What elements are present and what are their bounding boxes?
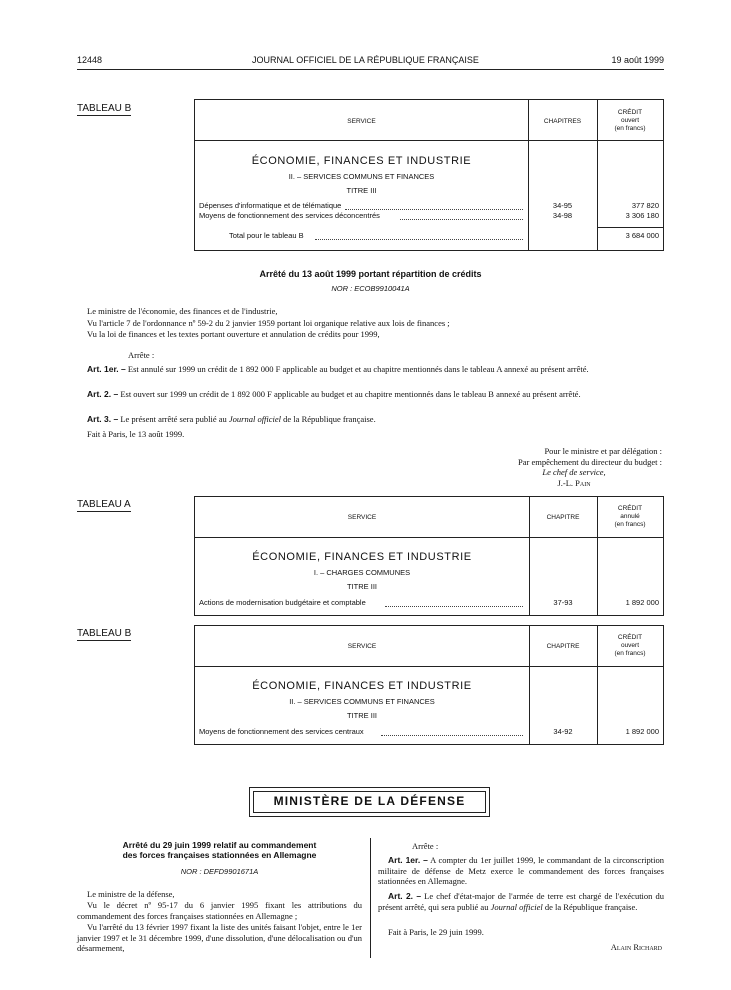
arrete1-fait: Fait à Paris, le 13 août 1999. [87,429,185,439]
table-b1-row-2-label: Moyens de fonctionnement des services déconcentrés [199,211,380,220]
arrete1-p2: Vu l'article 7 de l'ordonnance nº 59-2 du 2 janvier 1959 portant loi organique relative aux lois de finances ; [87,318,450,328]
table-b2-section: II. – SERVICES COMMUNS ET FINANCES [289,697,435,706]
table-b1-row-2-chapitre: 34-98 [552,211,573,220]
arrete2-fait: Fait à Paris, le 29 juin 1999. [388,927,484,937]
table-b1-section: II. – SERVICES COMMUNS ET FINANCES [288,172,435,181]
table-b2-col-service: SERVICE [347,643,377,650]
table-a-col-service: SERVICE [347,514,377,521]
table-b1-titre: TITRE III [346,186,377,195]
table-a-row-credit: 1 892 000 [625,598,659,607]
table-b1-row-1-credit: 377 820 [631,201,659,210]
page-number: 12448 [77,55,103,65]
table-b2 [194,625,664,745]
arrete1-title: Arrêté du 13 août 1999 portant répartition de crédits [259,269,482,279]
table-a-col-chapitre: CHAPITRE [546,514,580,521]
ministere-box [249,787,490,817]
table-b2-col-credit: CRÉDIT ouvert (en francs) [614,634,646,657]
ministere-title: MINISTÈRE DE LA DÉFENSE [253,791,486,813]
table-a [194,496,664,616]
table-b2-row-chapitre: 34-92 [553,727,573,736]
table-b2-row-credit: 1 892 000 [625,727,659,736]
table-b1-col-credit: CRÉDIT ouvert (en francs) [614,109,646,132]
table-b2-ministry: ÉCONOMIE, FINANCES ET INDUSTRIE [252,680,472,692]
table-b2-titre: TITRE III [347,711,377,720]
arrete2-p3: Vu l'arrêté du 13 février 1997 fixant la liste des unités faisant l'objet, entre le 1er janvier 1997 et le 31 décembre 1999, d'une dissolution, d'une délocalisation ou d'un désarmement, [77,922,362,953]
table-b2-col-chapitre: CHAPITRE [546,643,580,650]
arrete2-p1: Le ministre de la défense, [87,889,175,899]
arrete2-nor: NOR : DEFD9901671A [180,867,259,876]
table-b1-label: TABLEAU B [77,103,132,114]
column-divider [370,838,371,958]
arrete1-art1: Art. 1er. – Est annulé sur 1999 un crédit de 1 892 000 F applicable au budget et au chapitre mentionnés dans le tableau A annexé au présent arrêté. [87,364,589,374]
table-a-section: I. – CHARGES COMMUNES [313,568,411,577]
arrete1-sig1: Pour le ministre et par délégation : [544,446,662,456]
arrete1-arrete: Arrête : [128,350,155,360]
arrete2-arrete: Arrête : [412,841,439,851]
table-b2-row-label: Moyens de fonctionnement des services centraux [199,727,364,736]
journal-title: JOURNAL OFFICIEL DE LA RÉPUBLIQUE FRANÇAISE [252,55,479,65]
arrete1-art3: Art. 3. – Le présent arrêté sera publié au Journal officiel de la République française. [87,414,376,424]
table-b1-ministry: ÉCONOMIE, FINANCES ET INDUSTRIE [251,155,472,167]
arrete2-p2: Vu le décret nº 95-17 du 6 janvier 1995 fixant les attributions du commandement des forces françaises stationnées en Allemagne ; [77,900,362,921]
table-a-titre: TITRE III [347,582,377,591]
table-b2-label: TABLEAU B [77,628,132,639]
table-a-row-label: Actions de modernisation budgétaire et comptable [199,598,366,607]
table-b1-row-2-credit: 3 306 180 [625,211,659,220]
table-b1-col-service: SERVICE [347,118,376,125]
table-a-row-chapitre: 37-93 [553,598,573,607]
arrete2-signature: Alain Richard [610,942,662,952]
table-b1 [194,99,664,251]
arrete2-title: Arrêté du 29 juin 1999 relatif au commandement des forces françaises stationnées en Allemagne [122,840,317,860]
arrete1-nor: NOR : ECOB9910041A [331,284,410,293]
table-b1-col-chapitres: CHAPITRES [543,118,582,125]
table-b1-row-1-chapitre: 34-95 [552,201,573,210]
arrete1-sig4: J.-L. Pain [557,478,591,488]
header-date: 19 août 1999 [611,55,664,65]
arrete1-sig3: Le chef de service, [542,467,606,477]
table-a-ministry: ÉCONOMIE, FINANCES ET INDUSTRIE [252,551,472,563]
table-a-col-credit: CRÉDIT annulé (en francs) [614,505,646,528]
arrete2-art1: Art. 1er. – A compter du 1er juillet 1999, le commandant de la circonscription militaire de défense de Metz exerce le commandement des forces françaises stationnées en Allemagne. [378,855,665,886]
arrete1-p3: Vu la loi de finances et les textes portant ouverture et annulation de crédits pour 1999, [87,329,380,339]
table-a-label: TABLEAU A [77,499,131,510]
arrete1-sig2: Par empêchement du directeur du budget : [518,457,662,467]
arrete1-p1: Le ministre de l'économie, des finances et de l'industrie, [87,306,278,316]
arrete1-art2: Art. 2. – Est ouvert sur 1999 un crédit de 1 892 000 F applicable au budget et au chapitre mentionnés dans le tableau B annexé au présent arrêté. [87,389,581,399]
table-b1-row-1-label: Dépenses d'informatique et de télématique [199,201,342,210]
arrete2-art2: Art. 2. – Le chef d'état-major de l'armée de terre est chargé de l'exécution du présent arrêté, qui sera publié au Journal officiel de la République française. [378,891,664,912]
table-b1-total-label: Total pour le tableau B [229,231,304,240]
table-b1-total-value: 3 684 000 [625,231,659,240]
header-rule [77,69,664,70]
